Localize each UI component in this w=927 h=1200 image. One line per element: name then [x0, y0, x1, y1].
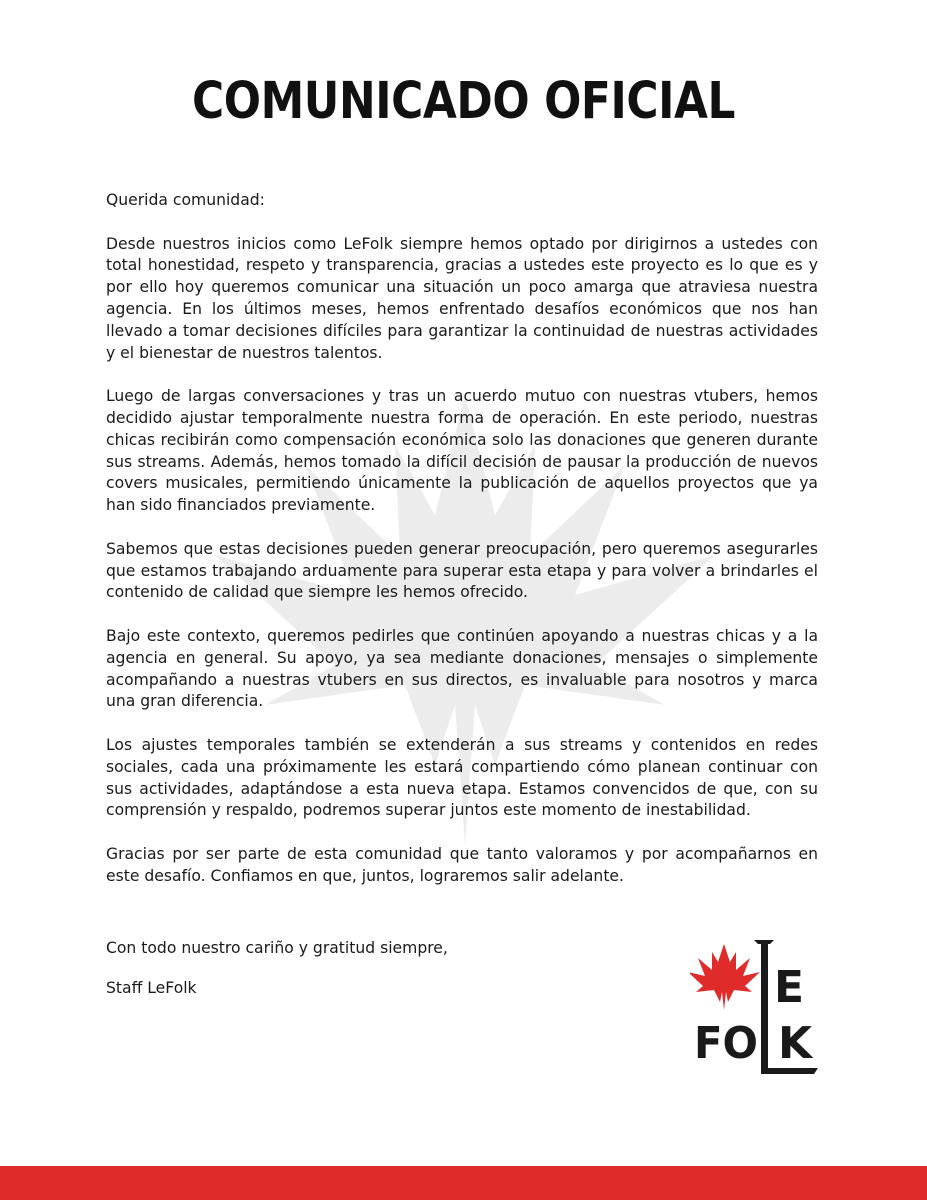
signature: Staff LeFolk	[106, 979, 197, 997]
lefolk-logo	[690, 940, 825, 1080]
paragraph-5: Los ajustes temporales también se extenderán a sus streams y contenidos en redes sociales, cada una próximamente les estará compartiendo cómo planean continuar con sus actividades, adaptándose a esta nueva etapa. Estamos convencidos de que, con su comprensión y respaldo, podremos superar juntos este momento de inestabilidad.	[106, 735, 818, 820]
paragraph-1: Desde nuestros inicios como LeFolk siempre hemos optado por dirigirnos a ustedes con total honestidad, respeto y transparencia, gracias a ustedes este proyecto es lo que es y por ello hoy queremos comunicar una situación un poco amarga que atraviesa nuestra agencia. En los últimos meses, hemos enfrentado desafíos económicos que nos han llevado a tomar decisiones difíciles para garantizar la continuidad de nuestras actividades y el bienestar de nuestros talentos.	[106, 234, 818, 362]
paragraph-4: Bajo este contexto, queremos pedirles que continúen apoyando a nuestras chicas y a la agencia en general. Su apoyo, ya sea mediante donaciones, mensajes o simplemente acompañando a nuestras vtubers en sus directos, es invaluable para nosotros y marca una gran diferencia.	[106, 626, 818, 711]
maple-leaf-icon	[690, 944, 760, 1010]
page-title: COMUNICADO OFICIAL	[191, 72, 736, 131]
paragraph-6: Gracias por ser parte de esta comunidad que tanto valoramos y por acompañarnos en este desafío. Confiamos en que, juntos, lograremos salir adelante.	[106, 844, 818, 885]
paragraph-3: Sabemos que estas decisiones pueden generar preocupación, pero queremos asegurarles que estamos trabajando arduamente para superar esta etapa y para volver a brindarles el contenido de calidad que siempre les hemos ofrecido.	[106, 539, 818, 602]
greeting: Querida comunidad:	[106, 191, 265, 209]
logo-letter-k: K	[778, 1018, 813, 1069]
paragraph-2: Luego de largas conversaciones y tras un acuerdo mutuo con nuestras vtubers, hemos decidido ajustar temporalmente nuestra forma de operación. En este periodo, nuestras chicas recibirán como compensación económica solo las donaciones que generen durante sus streams. Además, hemos tomado la difícil decisión de pausar la producción de nuevos covers musicales, permitiendo únicamente la publicación de aquellos proyectos que ya han sido financiados previamente.	[106, 387, 818, 515]
letter-body	[106, 190, 818, 909]
closing-line: Con todo nuestro cariño y gratitud siempre,	[106, 939, 448, 957]
footer-accent-bar	[0, 1166, 927, 1200]
logo-letter-e: E	[774, 962, 805, 1013]
logo-letters-fo: FO	[694, 1018, 758, 1069]
